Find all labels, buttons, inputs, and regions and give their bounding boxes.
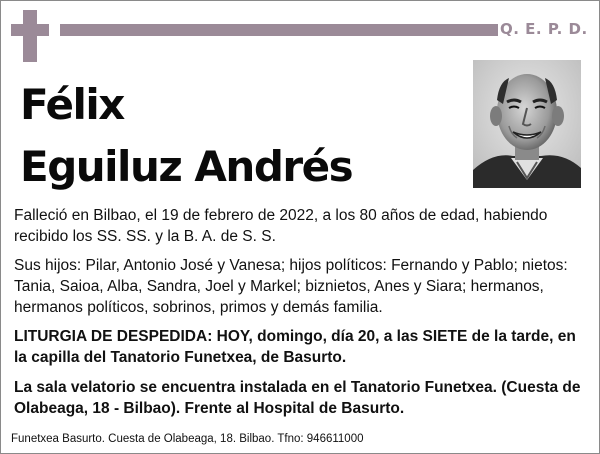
cross-icon-bar (11, 24, 49, 36)
deceased-first-name: Félix (20, 80, 124, 129)
header-rule (60, 24, 498, 36)
death-notice-paragraph: Falleció en Bilbao, el 19 de febrero de 2022, a los 80 años de edad, habiendo recibido los SS. SS. y la B. A. de S. S. (14, 207, 548, 245)
liturgy-paragraph: LITURGIA DE DESPEDIDA: HOY, domingo, día 20, a las SIETE de la tarde, en la capilla del Tanatorio Funetxea, de Basurto. (14, 328, 576, 366)
qepd-label: Q. E. P. D. (500, 20, 588, 38)
family-paragraph: Sus hijos: Pilar, Antonio José y Vanesa; hijos políticos: Fernando y Pablo; nietos: Tania, Saioa, Alba, Sandra, Joel y Markel; biznietos, Anes y Siara; hermanos, hermanos políticos, sobrinos, primos y demás familia. (14, 257, 568, 316)
portrait-photo (473, 60, 581, 188)
cross-icon (23, 10, 37, 62)
deceased-last-name: Eguiluz Andrés (20, 142, 353, 191)
funeral-home-footer: Funetxea Basurto. Cuesta de Olabeaga, 18. Bilbao. Tfno: 946611000 (11, 433, 364, 445)
wake-paragraph: La sala velatorio se encuentra instalada en el Tanatorio Funetxea. (Cuesta de Olabeaga, 18 - Bilbao). Frente al Hospital de Basurto. (14, 379, 581, 417)
